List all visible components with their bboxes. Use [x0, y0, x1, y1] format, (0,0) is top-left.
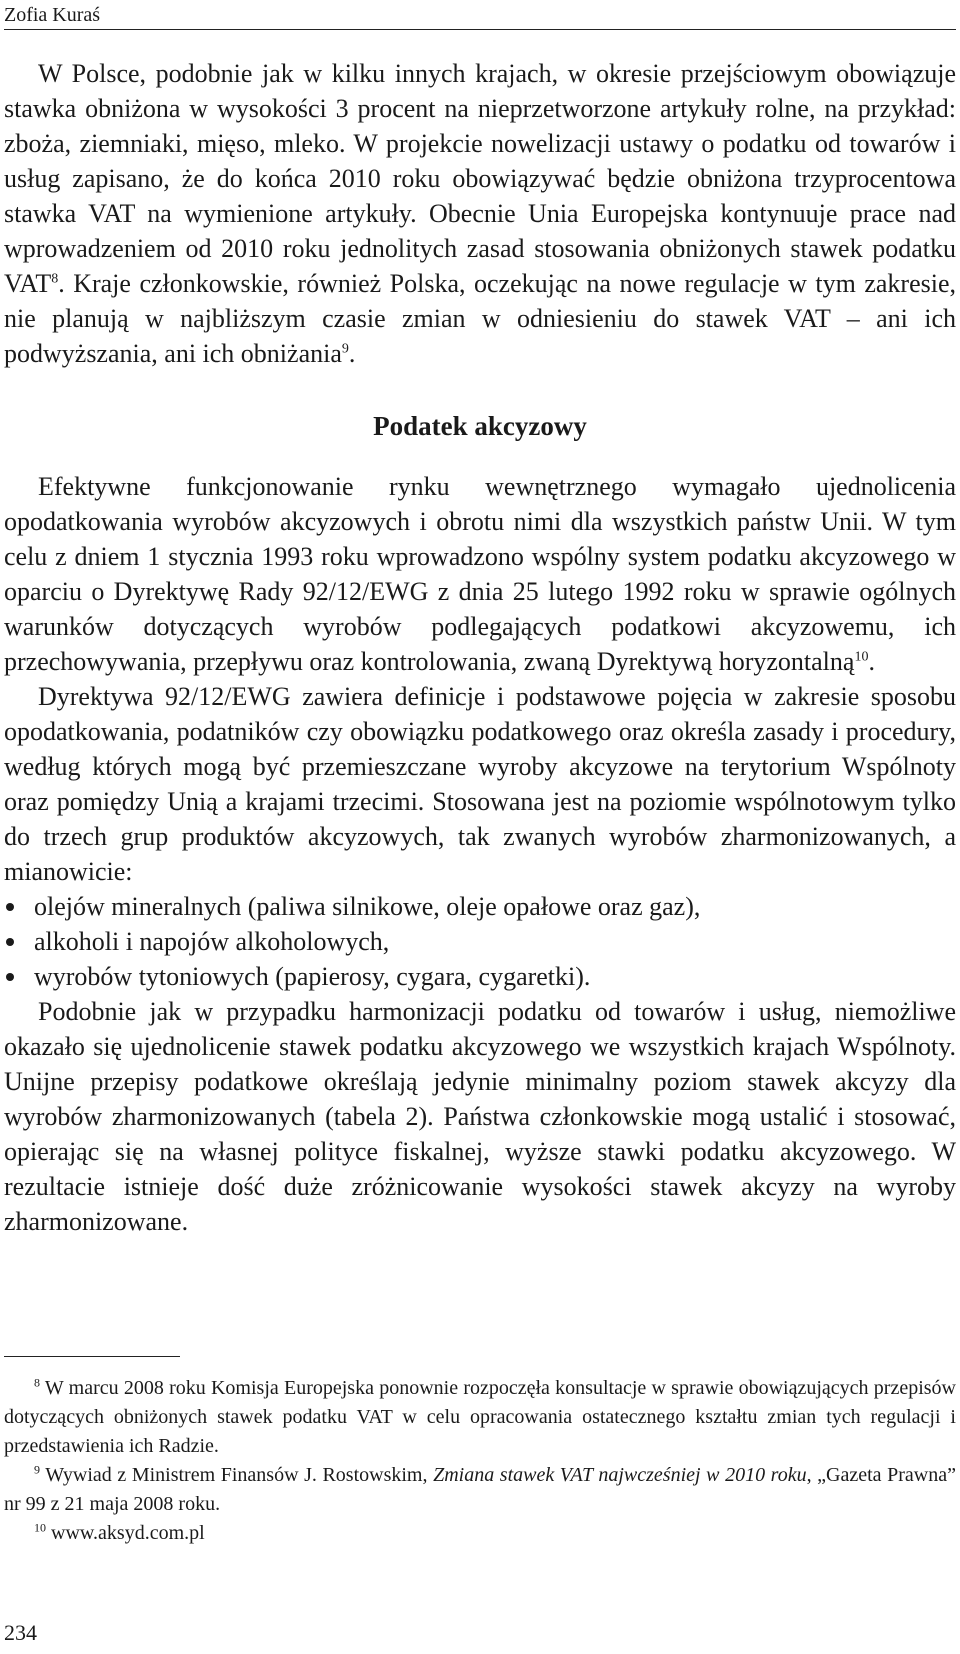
- list-item-text: wyrobów tytoniowych (papierosy, cygara, cygaretki).: [34, 962, 591, 991]
- paragraph-text: .: [348, 339, 356, 368]
- list-item: [4, 924, 956, 959]
- paragraph-text: W Polsce, podobnie jak w kilku innych krajach, w okresie przejściowym obowiązuje stawka obniżona w wysokości 3 procent na nieprzetworzone artykuły rolne, na przykład: zboża, ziemniaki, mięso, mleko. W projekcie nowelizacji ustawy o podatku od towarów i usług zapisano, że do końca 2010 roku obowiązywać będzie obniżona trzyprocentowa stawka VAT na wymienione artykuły. Obecnie Unia Europejska kontynuuje prace nad wprowadzeniem od 2010 roku jednolitych zasad stosowania obniżonych stawek podatku VAT: [4, 59, 956, 298]
- main-content: [4, 56, 956, 1239]
- bullet-list: [4, 889, 956, 994]
- paragraph-text: . Kraje członkowskie, również Polska, oczekując na nowe regulacje w tym zakresie, nie planują w najbliższym czasie zmian w odniesieniu do stawek VAT – ani ich podwyższania, ani ich obniżania: [4, 269, 956, 368]
- footnote-text: Wywiad z Ministrem Finansów J. Rostowskim,: [40, 1464, 434, 1486]
- footnote-ref-10[interactable]: 10: [854, 649, 869, 665]
- bullet-icon: [6, 973, 14, 981]
- paragraph-vat-rates: [4, 56, 956, 371]
- footnote-number: 10: [34, 1520, 46, 1535]
- footnote-text: W marcu 2008 roku Komisja Europejska ponownie rozpoczęła konsultacje w sprawie obowiązujących przepisów dotyczących obniżonych stawek podatku VAT w celu opracowania ostatecznego kształtu zmian tych regulacji i przedstawienia ich Radzie.: [4, 1377, 956, 1457]
- footnote-number: 8: [34, 1375, 40, 1390]
- paragraph-text: .: [868, 647, 875, 676]
- footnote-article-title: Zmiana stawek VAT najwcześniej w 2010 roku: [433, 1464, 807, 1486]
- footnote-divider: [4, 1356, 180, 1357]
- bullet-icon: [6, 903, 14, 911]
- footnote-ref-9[interactable]: 9: [341, 341, 349, 357]
- section-heading: Podatek akcyzowy: [373, 411, 587, 441]
- footnote-link[interactable]: www.aksyd.com.pl: [46, 1522, 205, 1544]
- footnote-number: 9: [34, 1462, 40, 1477]
- footnote-8: [4, 1374, 956, 1461]
- list-item-text: alkoholi i napojów alkoholowych,: [34, 927, 390, 956]
- paragraph-directive: Dyrektywa 92/12/EWG zawiera definicje i podstawowe pojęcia w zakresie sposobu opodatkowania, podatników czy obowiązku podatkowego oraz określa zasady i procedury, według których mogą być przemieszczane wyroby akcyzowe na terytorium Wspólnoty oraz pomiędzy Unią a krajami trzecimi. Stosowana jest na poziomie wspólnotowym tylko do trzech grup produktów akcyzowych, tak zwanych wyrobów zharmonizowanych, a mianowicie:: [4, 682, 956, 886]
- bullet-icon: [6, 938, 14, 946]
- footnote-9: [4, 1461, 956, 1519]
- running-head: Zofia Kuraś: [4, 2, 956, 30]
- list-item: [4, 959, 956, 994]
- page-number: 234: [4, 1620, 37, 1645]
- footnotes: [4, 1374, 956, 1548]
- paragraph-text: Efektywne funkcjonowanie rynku wewnętrznego wymagało ujednolicenia opodatkowania wyrobów akcyzowych i obrotu nimi dla wszystkich państw Unii. W tym celu z dniem 1 stycznia 1993 roku wprowadzono wspólny system podatku akcyzowego w oparciu o Dyrektywę Rady 92/12/EWG z dnia 25 lutego 1992 roku w sprawie ogólnych warunków dotyczących wyrobów podlegających podatkowi akcyzowemu, ich przechowywania, przepływu oraz kontrolowania, zwaną Dyrektywą horyzontalną: [4, 472, 956, 676]
- footnote-10: [4, 1519, 956, 1548]
- list-item-text: olejów mineralnych (paliwa silnikowe, oleje opałowe oraz gaz),: [34, 892, 701, 921]
- paragraph-excise-intro: [4, 469, 956, 679]
- list-item: [4, 889, 956, 924]
- paragraph-rate-differences: Podobnie jak w przypadku harmonizacji podatku od towarów i usług, niemożliwe okazało się ujednolicenie stawek podatku akcyzowego we wszystkich krajach Wspólnoty. Unijne przepisy podatkowe określają jedynie minimalny poziom stawek akcyzy dla wyrobów zharmonizowanych (tabela 2). Państwa członkowskie mogą ustalić i stosować, opierając się na własnej polityce fiskalnej, wyższe stawki podatku akcyzowego. W rezultacie istnieje dość duże zróżnicowanie wysokości stawek akcyzy na wyroby zharmonizowane.: [4, 997, 956, 1236]
- footnote-text: , „Gazeta Prawna” nr 99 z 21 maja 2008 roku.: [4, 1464, 956, 1515]
- footnote-ref-8[interactable]: 8: [51, 271, 59, 287]
